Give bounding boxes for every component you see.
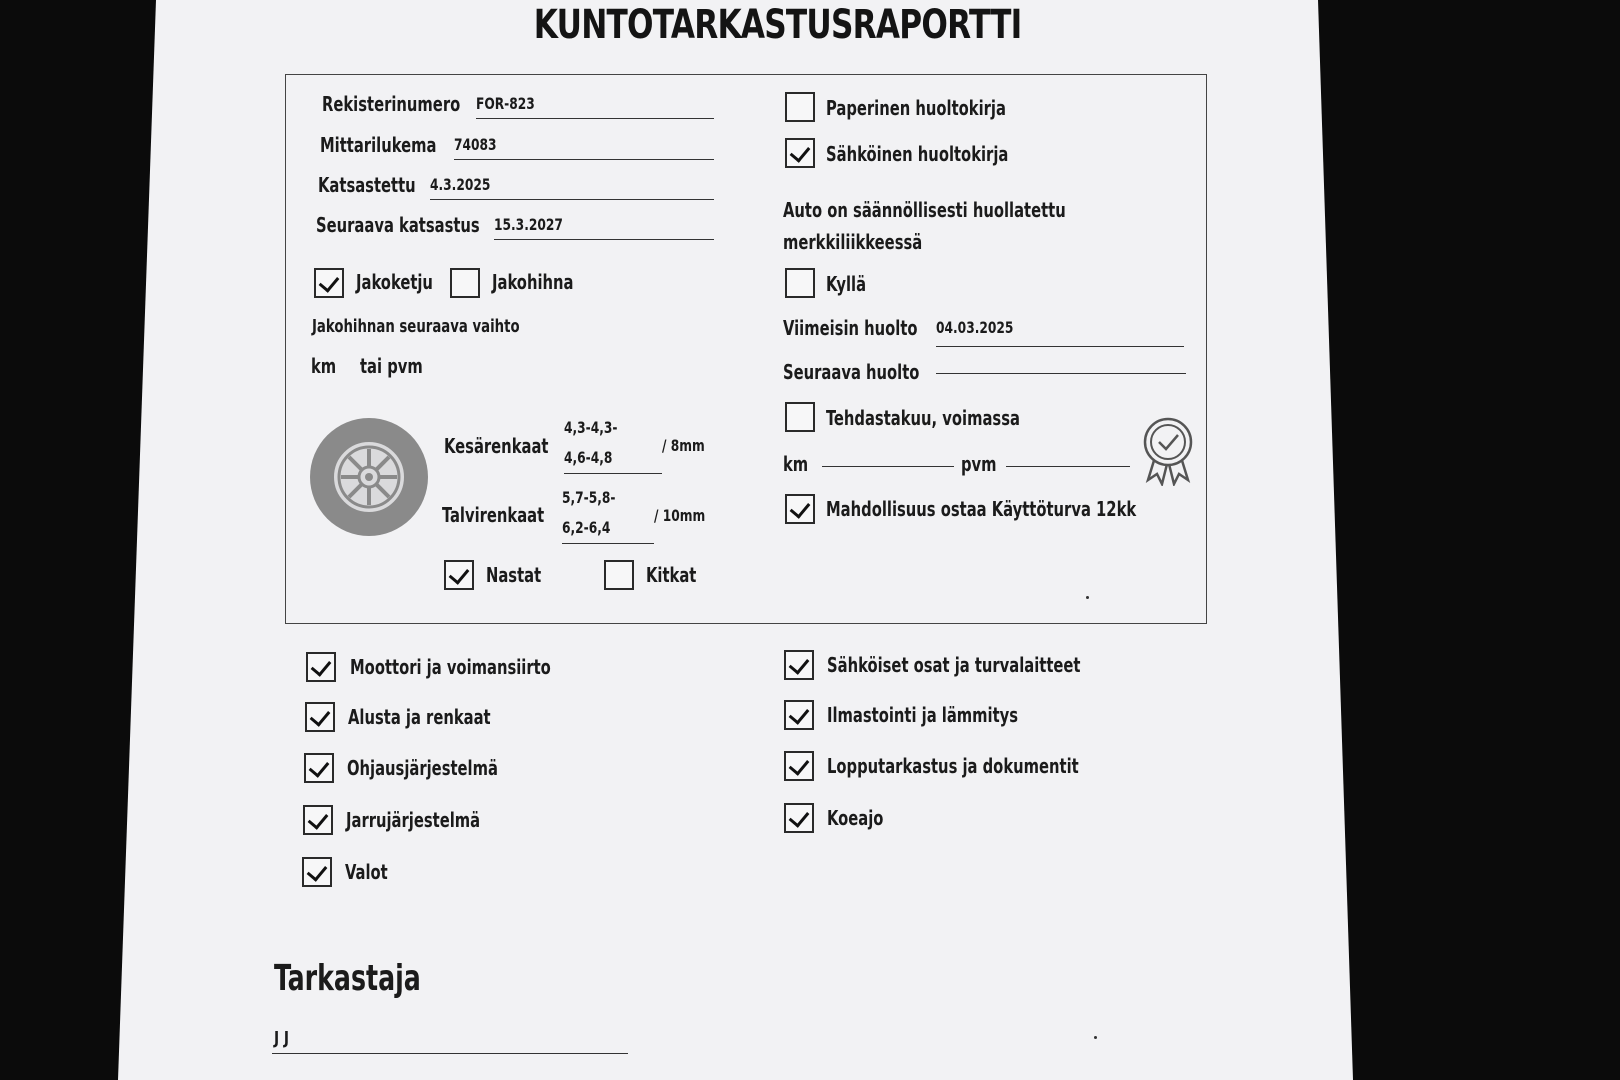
checklist-checkbox-lopputarkastus[interactable] — [784, 751, 814, 781]
certificate-ribbon-icon — [1140, 416, 1196, 486]
summer-tires-label: Kesärenkaat — [444, 434, 549, 458]
sahkoinen-huoltokirja-checkbox[interactable] — [785, 138, 815, 168]
kitkat-label: Kitkat — [646, 563, 697, 587]
checklist-checkbox-jarru[interactable] — [303, 805, 333, 835]
kylla-label: Kyllä — [826, 272, 867, 296]
summer-tires-unit: / 8mm — [662, 436, 705, 455]
tehdastakuu-checkbox[interactable] — [785, 402, 815, 432]
checklist-checkbox-moottori[interactable] — [306, 652, 336, 682]
nastat-label: Nastat — [486, 563, 542, 587]
paperinen-huoltokirja-checkbox[interactable] — [785, 92, 815, 122]
warranty-pvm-label: pvm — [961, 452, 997, 476]
inspector-line — [272, 1053, 628, 1054]
viimeisin-huolto-line — [936, 346, 1184, 347]
tehdastakuu-label: Tehdastakuu, voimassa — [826, 406, 1020, 430]
mittarilukema-line — [454, 159, 714, 160]
paper-speck — [1094, 1036, 1097, 1039]
jakoketju-checkbox[interactable] — [314, 268, 344, 298]
checklist-label-sahkoiset: Sähköiset osat ja turvalaitteet — [827, 653, 1081, 677]
seuraava-katsastus-value[interactable]: 15.3.2027 — [494, 215, 563, 234]
katsastettu-label: Katsastettu — [318, 173, 416, 197]
checklist-checkbox-valot[interactable] — [302, 857, 332, 887]
jakohihna-label: Jakohihna — [492, 270, 574, 294]
rekisterinumero-label: Rekisterinumero — [322, 92, 461, 116]
rekisterinumero-line — [476, 118, 714, 119]
report-title: KUNTOTARKASTUSRAPORTTI — [533, 2, 1022, 48]
kayttoturva-checkbox[interactable] — [785, 494, 815, 524]
tire-icon — [308, 416, 430, 538]
checklist-checkbox-alusta[interactable] — [305, 702, 335, 732]
regular-service-line-1: Auto on säännöllisesti huollatettu — [783, 198, 1066, 222]
rekisterinumero-value[interactable]: FOR-823 — [476, 94, 535, 113]
jakohihna-next-change-label: Jakohihnan seuraava vaihto — [312, 316, 520, 337]
kylla-checkbox[interactable] — [785, 268, 815, 298]
checklist-label-alusta: Alusta ja renkaat — [348, 705, 491, 729]
warranty-km-label: km — [783, 452, 809, 476]
winter-tires-depth-2[interactable]: 6,2-6,4 — [562, 518, 611, 537]
inspector-signature[interactable]: J J — [274, 1028, 290, 1049]
viimeisin-huolto-value[interactable]: 04.03.2025 — [936, 318, 1014, 337]
checklist-label-jarru: Jarrujärjestelmä — [346, 808, 481, 832]
checklist-label-lopputarkastus: Lopputarkastus ja dokumentit — [827, 754, 1079, 778]
kitkat-checkbox[interactable] — [604, 560, 634, 590]
kayttoturva-label: Mahdollisuus ostaa Käyttöturva 12kk — [826, 497, 1137, 521]
warranty-pvm-line[interactable] — [1006, 466, 1130, 467]
checklist-checkbox-koeajo[interactable] — [784, 803, 814, 833]
winter-tires-unit: / 10mm — [654, 506, 706, 525]
checklist-label-ilmastointi: Ilmastointi ja lämmitys — [827, 703, 1019, 727]
checklist-checkbox-ilmastointi[interactable] — [784, 700, 814, 730]
checklist-label-koeajo: Koeajo — [827, 806, 884, 830]
summer-tires-line — [564, 473, 662, 474]
winter-tires-label: Talvirenkaat — [442, 503, 545, 527]
jakohihna-checkbox[interactable] — [450, 268, 480, 298]
regular-service-line-2: merkkiliikkeessä — [783, 230, 923, 254]
seuraava-katsastus-line — [494, 239, 714, 240]
paperinen-huoltokirja-label: Paperinen huoltokirja — [826, 96, 1006, 120]
timing-tai-pvm-label: tai pvm — [360, 354, 423, 378]
checklist-label-ohjaus: Ohjausjärjestelmä — [347, 756, 498, 780]
inspector-label: Tarkastaja — [274, 958, 421, 999]
summer-tires-depth-1[interactable]: 4,3-4,3- — [564, 418, 618, 437]
checklist-checkbox-ohjaus[interactable] — [304, 753, 334, 783]
seuraava-huolto-label: Seuraava huolto — [783, 360, 920, 384]
checklist-label-valot: Valot — [345, 860, 388, 884]
summer-tires-depth-2[interactable]: 4,6-4,8 — [564, 448, 613, 467]
seuraava-huolto-line[interactable] — [936, 373, 1186, 374]
warranty-km-line[interactable] — [822, 466, 954, 467]
winter-tires-depth-1[interactable]: 5,7-5,8- — [562, 488, 616, 507]
seuraava-katsastus-label: Seuraava katsastus — [316, 213, 480, 237]
sahkoinen-huoltokirja-label: Sähköinen huoltokirja — [826, 142, 1009, 166]
paper-speck — [1086, 596, 1089, 599]
checklist-label-moottori: Moottori ja voimansiirto — [350, 655, 551, 679]
jakoketju-label: Jakoketju — [356, 270, 433, 294]
checklist-checkbox-sahkoiset[interactable] — [784, 650, 814, 680]
katsastettu-value[interactable]: 4.3.2025 — [430, 175, 491, 194]
mittarilukema-label: Mittarilukema — [320, 133, 437, 157]
nastat-checkbox[interactable] — [444, 560, 474, 590]
timing-km-label: km — [311, 354, 337, 378]
mittarilukema-value[interactable]: 74083 — [454, 135, 497, 154]
winter-tires-line — [562, 543, 654, 544]
viimeisin-huolto-label: Viimeisin huolto — [783, 316, 918, 340]
katsastettu-line — [430, 199, 714, 200]
